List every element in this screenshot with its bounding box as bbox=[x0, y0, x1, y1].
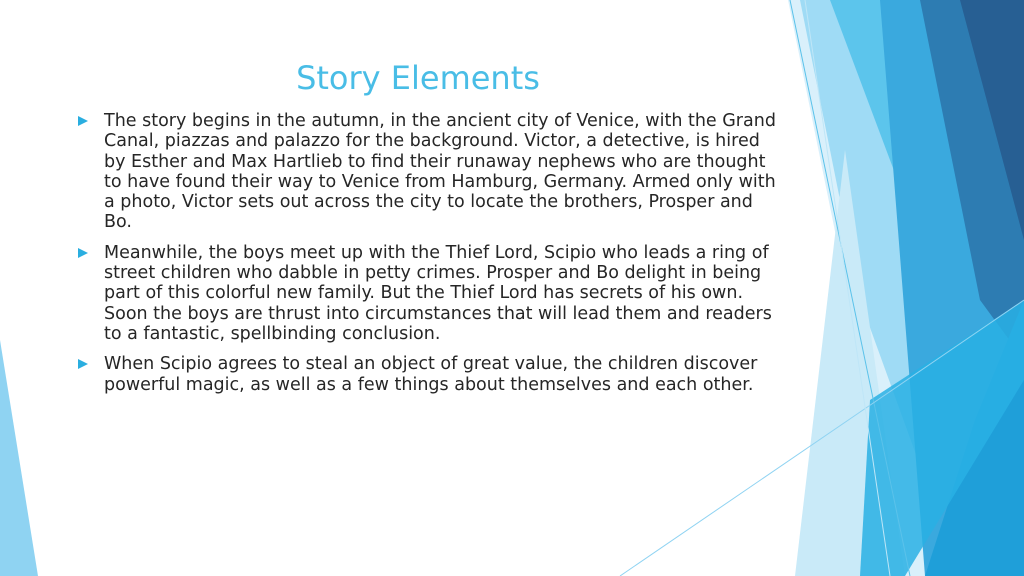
bullet-item-3 bbox=[78, 354, 778, 395]
bullet-text-1: The story begins in the autumn, in the ancient city of Venice, with the Grand Canal, piazzas and palazzo for the background. Victor, a detective, is hired by Esther and Max Hartlieb to find their runaway nephews who are thought to have found their way to Venice from Hamburg, Germany. Armed only with a photo, Victor sets out across the city to locate the brothers, Prosper and Bo. bbox=[104, 111, 776, 233]
triangle-bullet-icon bbox=[78, 116, 88, 126]
bullet-text-2: Meanwhile, the boys meet up with the Thief Lord, Scipio who leads a ring of street children who dabble in petty crimes. Prosper and Bo delight in being part of this colorful new family. But the Thief Lord has secrets of his own. Soon the boys are thrust into circumstances that will lead them and readers to a fantastic, spellbinding conclusion. bbox=[104, 242, 772, 344]
bullet-item-1 bbox=[78, 111, 778, 233]
bullet-list bbox=[78, 111, 778, 405]
triangle-bullet-icon bbox=[78, 359, 88, 369]
triangle-bullet-icon bbox=[78, 248, 88, 258]
left-edge-shape bbox=[0, 340, 38, 576]
bullet-text-3: When Scipio agrees to steal an object of great value, the children discover powerful magic, as well as a few things about themselves and each other. bbox=[104, 354, 758, 395]
slide-title: Story Elements bbox=[296, 59, 540, 97]
bullet-item-2 bbox=[78, 243, 778, 344]
